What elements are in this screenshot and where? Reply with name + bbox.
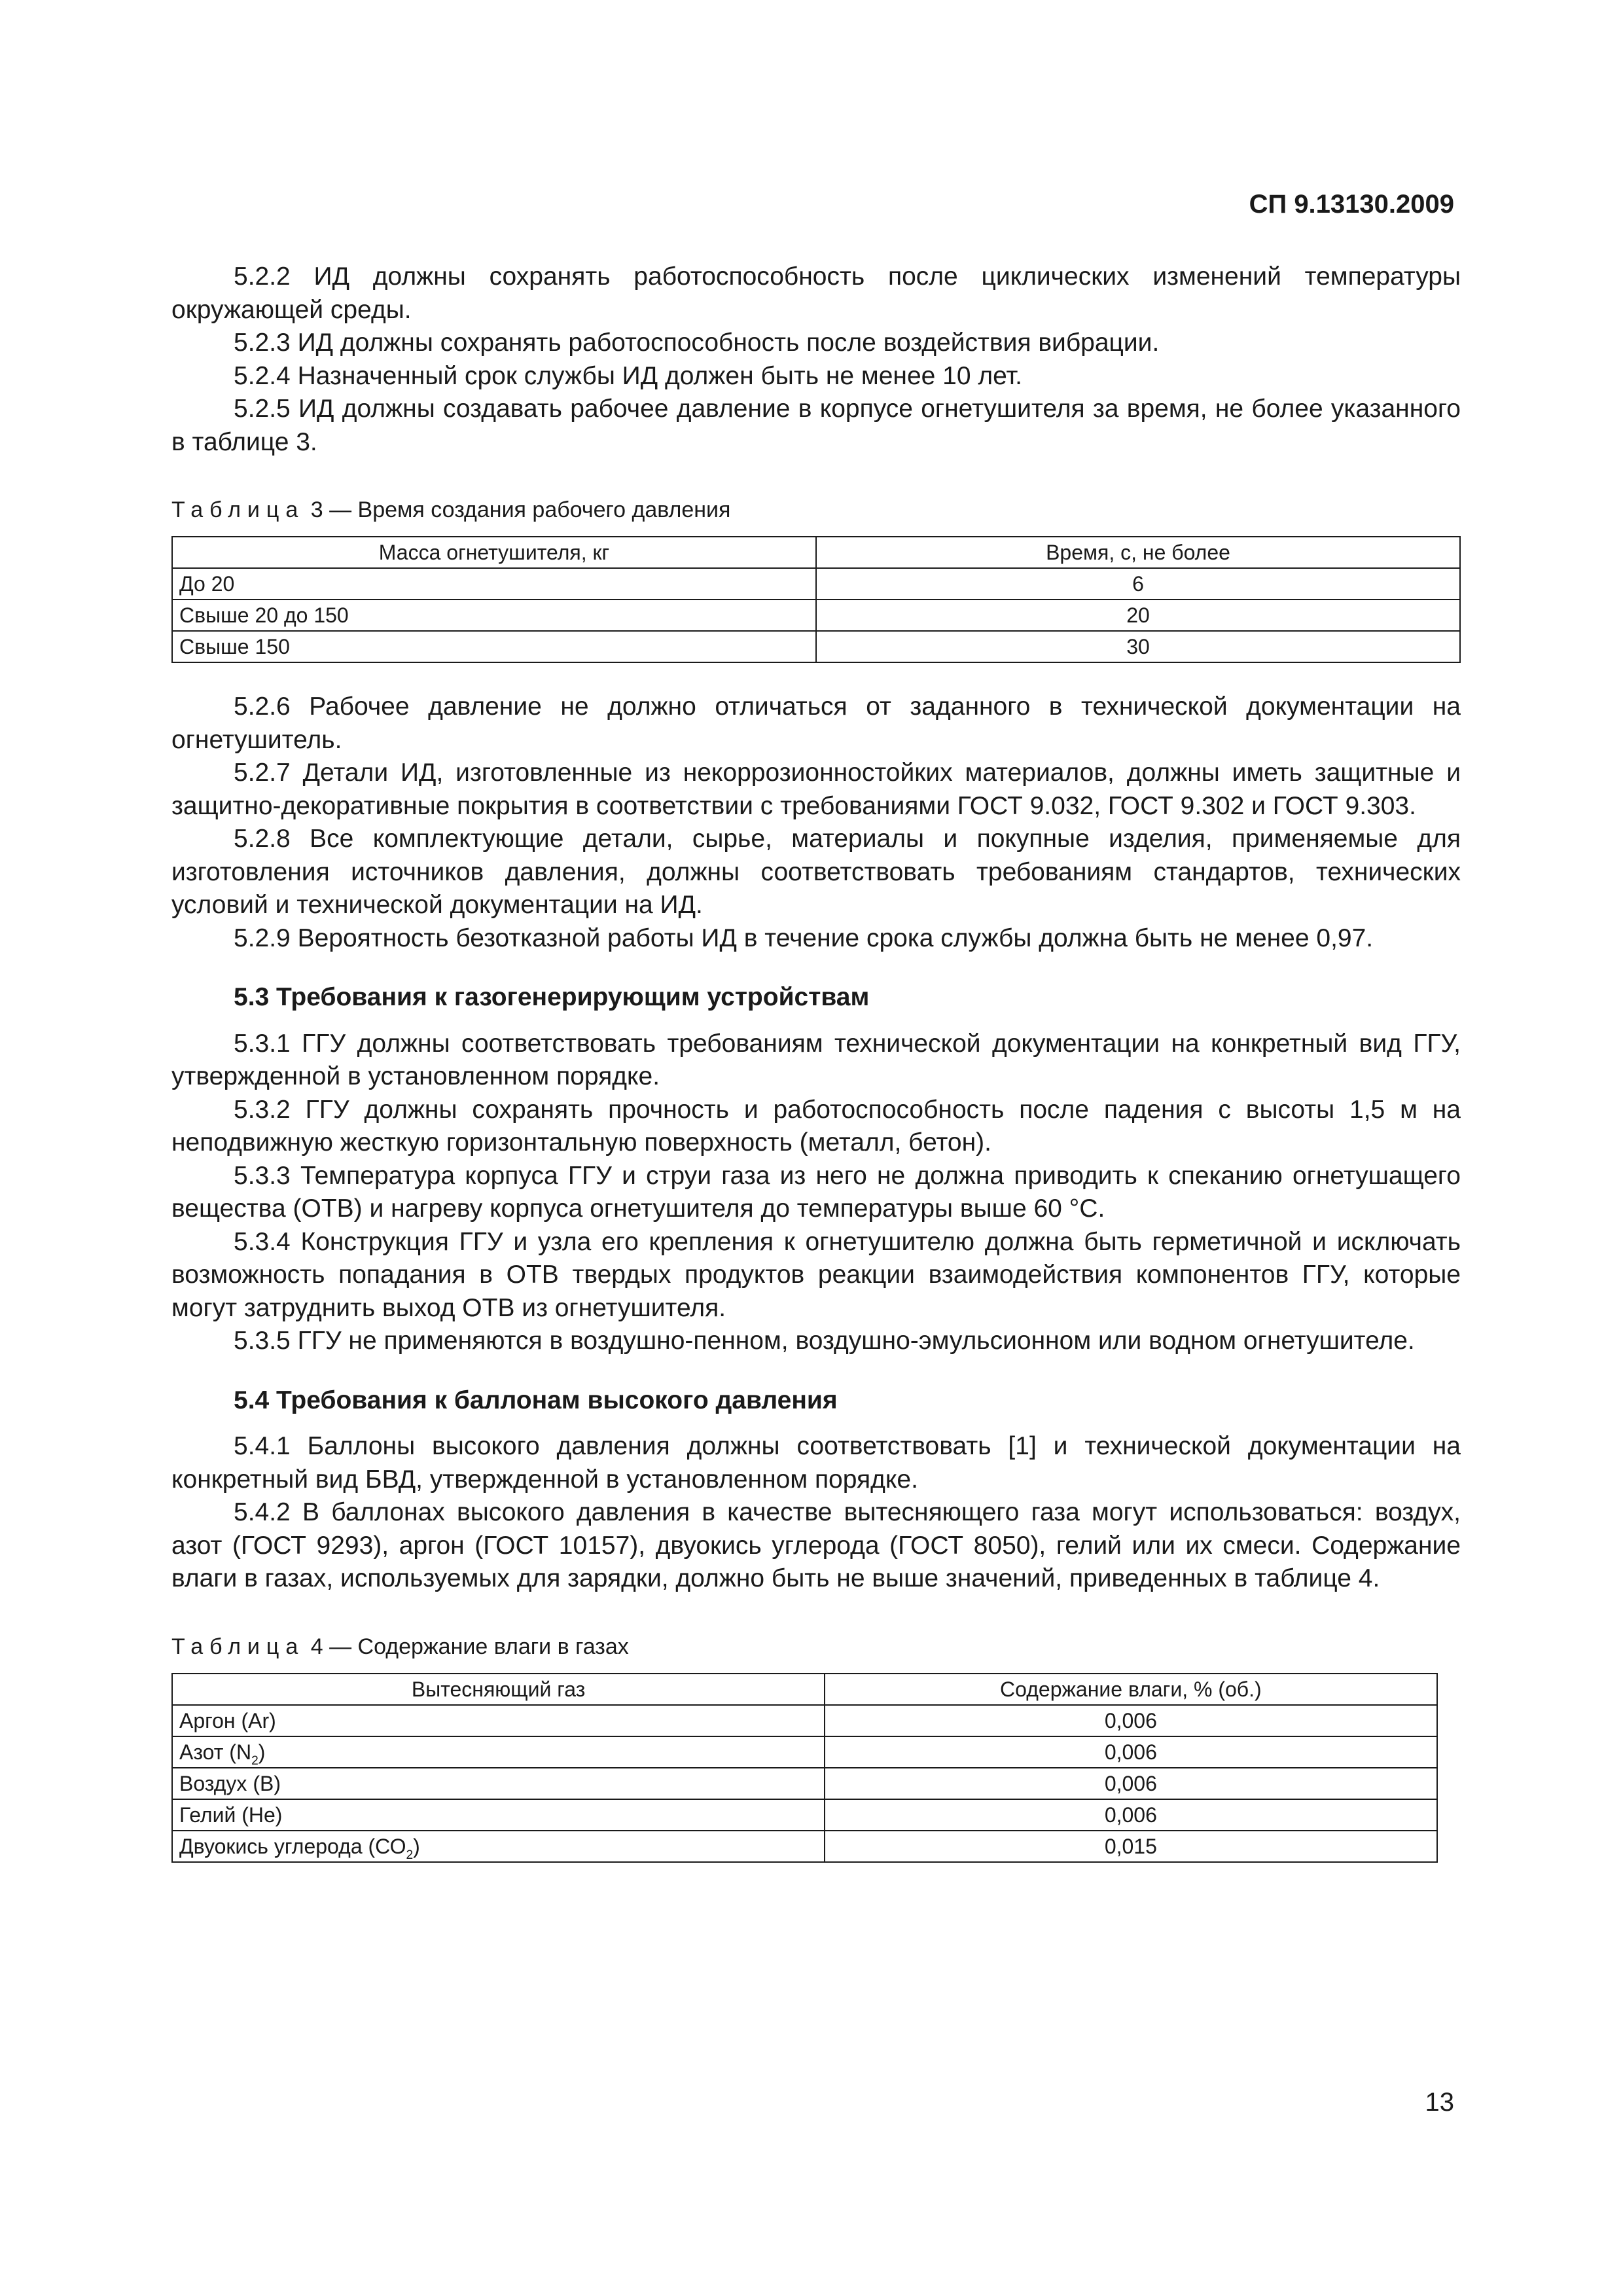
table-row [172,1799,1437,1831]
table-4-caption-label: Таблица [171,1634,305,1659]
table-row [172,1736,1437,1768]
paragraph-5-4-1: 5.4.1 Баллоны высокого давления должны соответствовать [1] и технической документации на конкретный вид БВД, утвержденной в установленном порядке. [171,1432,1461,1494]
paragraph-5-3-3: 5.3.3 Температура корпуса ГГУ и струи газа из него не должна приводить к спеканию огнетушащего вещества (ОТВ) и нагреву корпуса огнетушителя до температуры выше 60 °С. [171,1161,1461,1223]
page-number: 13 [1425,2088,1454,2117]
table-cell-mass: До 20 [172,568,816,600]
table-cell-moisture: 0,015 [825,1831,1436,1862]
table-cell-mass: Свыше 20 до 150 [172,600,816,631]
paragraph-5-2-3: 5.2.3 ИД должны сохранять работоспособность после воздействия вибрации. [234,329,1160,357]
table-row [172,1768,1437,1799]
table-cell-time: 20 [816,600,1460,631]
paragraph-5-4-2: 5.4.2 В баллонах высокого давления в качестве вытесняющего газа могут использоваться: воздух, азот (ГОСТ 9293), аргон (ГОСТ 10157), двуокись углерода (ГОСТ 8050), гелий или их смеси. Содержание влаги в газах, используемых для зарядки, должно быть не выше значений, приведенных в таблице 4. [171,1498,1461,1592]
paragraph-5-2-8: 5.2.8 Все комплектующие детали, сырье, материалы и покупные изделия, применяемые для изготовления источников давления, должны соответствовать требованиям стандартов, технических условий и технической документации на ИД. [171,825,1461,919]
table-cell-moisture: 0,006 [825,1705,1436,1736]
table-cell-moisture: 0,006 [825,1768,1436,1799]
table-cell-time: 30 [816,631,1460,662]
table-cell-gas: Гелий (Не) [172,1799,825,1831]
paragraph-5-2-2: 5.2.2 ИД должны сохранять работоспособность после циклических изменений температуры окружающей среды. [171,262,1461,324]
paragraph-5-2-6: 5.2.6 Рабочее давление не должно отличаться от заданного в технической документации на огнетушитель. [171,692,1461,754]
table-header-row [172,537,1460,568]
subscript: 2 [406,1848,414,1862]
table-row [172,600,1460,631]
table-row [172,1831,1437,1862]
paragraph-5-3-2: 5.3.2 ГГУ должны сохранять прочность и работоспособность после падения с высоты 1,5 м на неподвижную жесткую горизонтальную поверхность (металл, бетон). [171,1095,1461,1157]
paragraph-5-3-4: 5.3.4 Конструкция ГГУ и узла его крепления к огнетушителю должна быть герметичной и исключать возможность попадания в ОТВ твердых продуктов реакции взаимодействия компонентов ГГУ, которые могут затруднить выход ОТВ из огнетушителя. [171,1227,1461,1322]
table-3 [171,536,1461,663]
document-code-header: СП 9.13130.2009 [1249,190,1454,219]
table-row [172,631,1460,662]
table-cell-mass: Свыше 150 [172,631,816,662]
table-cell-moisture: 0,006 [825,1799,1436,1831]
table-4-caption-text: 4 — Содержание влаги в газах [304,1634,629,1659]
paragraph-5-2-5: 5.2.5 ИД должны создавать рабочее давление в корпусе огнетушителя за время, не более указанного в таблице 3. [171,395,1461,456]
table-cell-moisture: 0,006 [825,1736,1436,1768]
table-3-caption [171,495,1461,524]
table-cell-gas: Двуокись углерода $(СО_2)$ [172,1831,825,1862]
paragraph-5-3-5: 5.3.5 ГГУ не применяются в воздушно-пенном, воздушно-эмульсионном или водном огнетушителе. [234,1327,1415,1355]
table-row [172,568,1460,600]
table-header-row [172,1674,1437,1705]
section-heading-5-4: 5.4 Требования к баллонам высокого давления [234,1386,838,1414]
paragraph-5-2-7: 5.2.7 Детали ИД, изготовленные из некоррозионностойких материалов, должны иметь защитные и защитно-декоративные покрытия в соответствии с требованиями ГОСТ 9.032, ГОСТ 9.302 и ГОСТ 9.303. [171,759,1461,820]
section-heading-5-3: 5.3 Требования к газогенерирующим устройствам [234,983,870,1011]
table-4-caption [171,1632,1461,1661]
table-cell-time: 6 [816,568,1460,600]
table-header-cell: Масса огнетушителя, кг [172,537,816,568]
paragraph-5-3-1: 5.3.1 ГГУ должны соответствовать требованиям технической документации на конкретный вид ГГУ, утвержденной в установленном порядке. [171,1029,1461,1090]
table-3-caption-label: Таблица [171,497,305,522]
table-4 [171,1673,1438,1863]
paragraph-5-2-9: 5.2.9 Вероятность безотказной работы ИД в течение срока службы должна быть не менее 0,97. [234,924,1374,952]
subscript: 2 [251,1753,259,1768]
table-header-cell: Вытесняющий газ [172,1674,825,1705]
table-header-cell: Содержание влаги, % (об.) [825,1674,1436,1705]
paragraph-5-2-4: 5.2.4 Назначенный срок службы ИД должен быть не менее 10 лет. [234,361,1022,390]
table-cell-gas: Азот $(N_2)$ [172,1736,825,1768]
table-header-cell: Время, с, не более [816,537,1460,568]
table-row [172,1705,1437,1736]
table-cell-gas: Аргон (Ar) [172,1705,825,1736]
document-body [171,260,1461,1863]
table-cell-gas: Воздух (В) [172,1768,825,1799]
table-3-caption-text: 3 — Время создания рабочего давления [304,497,731,522]
